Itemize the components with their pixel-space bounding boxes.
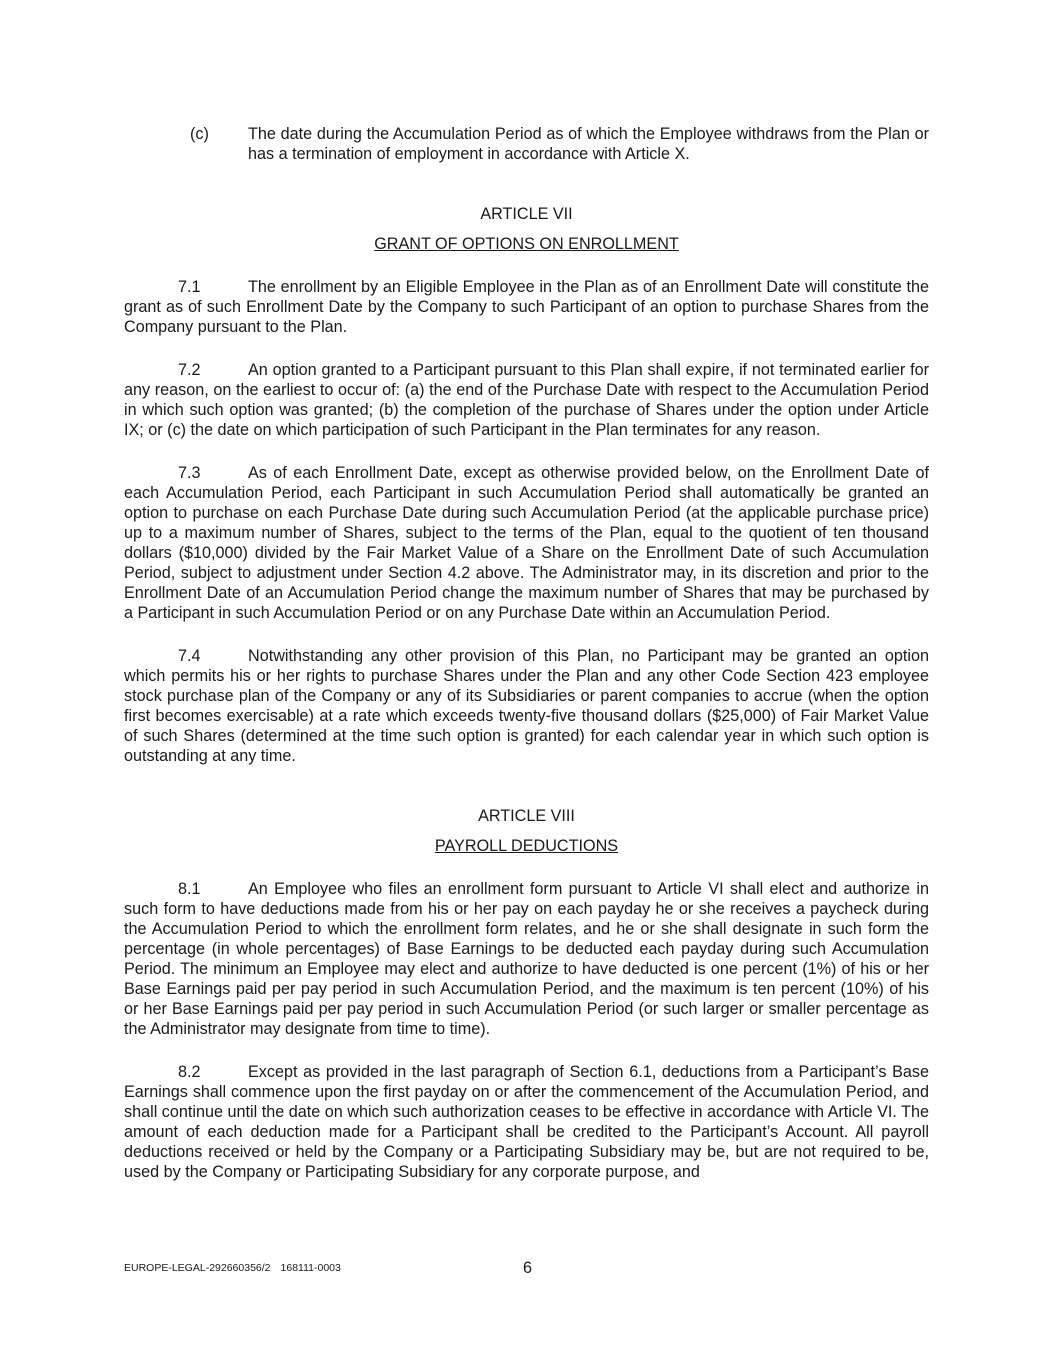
section-7-1 bbox=[124, 277, 929, 337]
footer-doc-ref: EUROPE-LEGAL-292660356/2 bbox=[124, 1262, 271, 1274]
section-7-4 bbox=[124, 646, 929, 766]
section-number: 7.3 bbox=[178, 464, 201, 482]
section-7-2 bbox=[124, 360, 929, 440]
section-8-1 bbox=[124, 879, 929, 1039]
section-number: 8.1 bbox=[178, 880, 201, 898]
section-7-3 bbox=[124, 463, 929, 623]
page-number: 6 bbox=[522, 1259, 532, 1277]
article-8-title: PAYROLL DEDUCTIONS bbox=[434, 837, 619, 855]
section-number: 7.1 bbox=[178, 278, 201, 296]
list-item-c bbox=[190, 124, 929, 164]
section-number: 7.4 bbox=[178, 647, 201, 665]
section-text: An Employee who files an enrollment form pursuant to Article VI shall elect and authorize in such form to have deductions made from his or her pay on each payday he or she receives a paycheck during the Accumulation Period to which the enrollment form relates, and he or she shall designate in such form the percentage (in whole percentages) of Base Earnings to be deducted each payday during such Accumulation Period. The minimum an Employee may elect and authorize to have deducted is one percent (1%) of his or her Base Earnings paid per pay period in such Accumulation Period, and the maximum is ten percent (10%) of his or her Base Earnings paid per pay period in such Accumulation Period (or such larger or smaller percentage as the Administrator may designate from time to time). bbox=[124, 880, 929, 1038]
section-text: As of each Enrollment Date, except as otherwise provided below, on the Enrollment Date of each Accumulation Period, each Participant in such Accumulation Period shall automatically be granted an option to purchase on each Purchase Date during such Accumulation Period (at the applicable purchase price) up to a maximum number of Shares, subject to the terms of the Plan, equal to the quotient of ten thousand dollars ($10,000) divided by the Fair Market Value of a Share on the Enrollment Date of such Accumulation Period, subject to adjustment under Section 4.2 above. The Administrator may, in its discretion and prior to the Enrollment Date of an Accumulation Period change the maximum number of Shares that may be purchased by a Participant in such Accumulation Period or on any Purchase Date within an Accumulation Period. bbox=[124, 464, 929, 622]
article-8-number: ARTICLE VIII bbox=[478, 807, 575, 825]
section-number: 7.2 bbox=[178, 361, 201, 379]
section-text: Notwithstanding any other provision of this Plan, no Participant may be granted an option which permits his or her rights to purchase Shares under the Plan and any other Code Section 423 employee stock purchase plan of the Company or any of its Subsidiaries or parent companies to accrue (when the option first becomes exercisable) at a rate which exceeds twenty-five thousand dollars ($25,000) of Fair Market Value of such Shares (determined at the time such option is granted) for each calendar year in which such option is outstanding at any time. bbox=[124, 647, 929, 765]
page-body bbox=[124, 124, 929, 1182]
article-7-number: ARTICLE VII bbox=[480, 205, 573, 223]
section-text: The enrollment by an Eligible Employee in the Plan as of an Enrollment Date will constitute the grant as of such Enrollment Date by the Company to such Participant of an option to purchase Shares from the Company pursuant to the Plan. bbox=[124, 278, 929, 336]
article-7-title: GRANT OF OPTIONS ON ENROLLMENT bbox=[374, 235, 679, 253]
list-item-label: (c) bbox=[190, 125, 209, 143]
list-item-text: The date during the Accumulation Period as of which the Employee withdraws from the Plan or has a termination of employment in accordance with Article X. bbox=[248, 125, 929, 163]
section-number: 8.2 bbox=[178, 1063, 201, 1081]
section-text: An option granted to a Participant pursuant to this Plan shall expire, if not terminated earlier for any reason, on the earliest to occur of: (a) the end of the Purchase Date with respect to the Accumulation Period in which such option was granted; (b) the completion of the purchase of Shares under the option under Article IX; or (c) the date on which participation of such Participant in the Plan terminates for any reason. bbox=[124, 361, 929, 439]
section-8-2 bbox=[124, 1062, 929, 1182]
footer-matter-ref: 168111-0003 bbox=[280, 1262, 341, 1274]
section-text: Except as provided in the last paragraph of Section 6.1, deductions from a Participant’s Base Earnings shall commence upon the first payday on or after the commencement of the Accumulation Period, and shall continue until the date on which such authorization ceases to be effective in accordance with Article VI. The amount of each deduction made for a Participant shall be credited to the Participant’s Account. All payroll deductions received or held by the Company or a Participating Subsidiary may be, but are not required to be, used by the Company or Participating Subsidiary for any corporate purpose, and bbox=[124, 1063, 929, 1181]
